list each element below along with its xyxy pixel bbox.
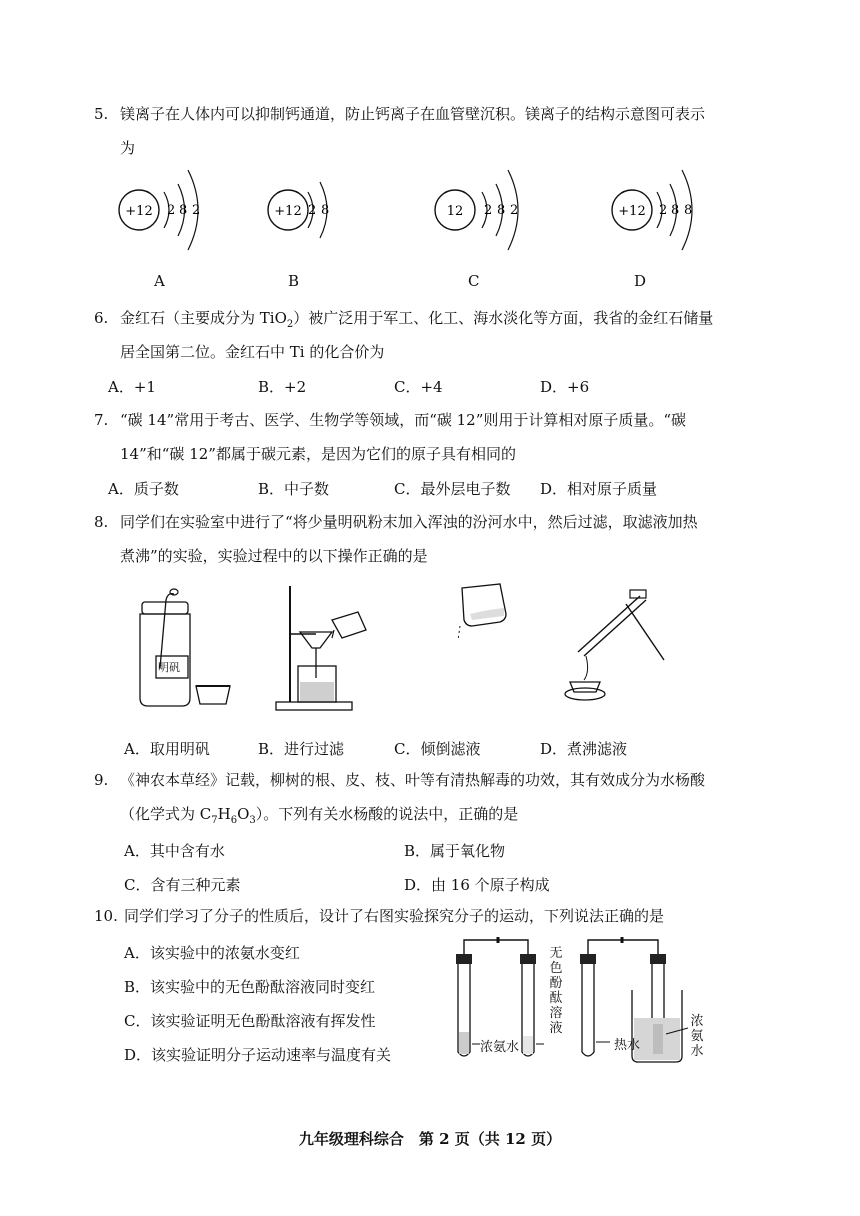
q5-option-b[interactable]: B <box>288 272 300 290</box>
q9-option-c[interactable]: C．含有三种元素 <box>124 876 241 894</box>
q6-text-line1: 金红石（主要成分为 TiO$_2$）被广泛用于军工、化工、海水淡化等方面，我省的金红石储量 <box>120 309 714 330</box>
label-hot-water: 热水 <box>614 1038 641 1053</box>
q10-number: 10. <box>94 907 118 925</box>
q8-option-d[interactable]: D．煮沸滤液 <box>540 740 628 758</box>
option-b-nucleus: +12 <box>274 204 302 219</box>
page-footer: 九年级理科综合 第 2 页（共 12 页） <box>298 1130 562 1148</box>
option-a-shell-2: 8 <box>179 203 188 218</box>
q7-option-b[interactable]: B．中子数 <box>258 480 330 498</box>
pouring-illustration <box>448 580 518 660</box>
option-a-nucleus: +12 <box>125 204 153 219</box>
q5-option-d[interactable]: D <box>634 272 647 290</box>
q7-text-line1: “碳 14”常用于考古、医学、生物学等领域，而“碳 12”则用于计算相对原子质量。“碳 <box>120 411 687 429</box>
q6-text-line2: 居全国第二位。金红石中 Ti 的化合价为 <box>120 343 385 361</box>
q8-option-c[interactable]: C．倾倒滤液 <box>394 740 481 758</box>
q8-number: 8. <box>94 513 109 531</box>
q6-option-a[interactable]: A．+1 <box>108 378 156 396</box>
q10-option-b[interactable]: B．该实验中的无色酚酞溶液同时变红 <box>124 978 376 996</box>
q6-option-d[interactable]: D．+6 <box>540 378 590 396</box>
q9-option-d[interactable]: D．由 16 个原子构成 <box>404 876 550 894</box>
q8-option-b[interactable]: B．进行过滤 <box>258 740 345 758</box>
q10-option-a[interactable]: A．该实验中的浓氨水变红 <box>124 944 300 962</box>
q5-number: 5. <box>94 105 109 123</box>
option-d-shell-3: 8 <box>684 203 693 218</box>
option-b-atom-diagram <box>268 182 329 238</box>
option-d-nucleus: +12 <box>618 204 646 219</box>
q9-number: 9. <box>94 771 109 789</box>
option-a-shell-3: 2 <box>192 203 201 218</box>
q10-text-line1: 同学们学习了分子的性质后，设计了右图实验探究分子的运动，下列说法正确的是 <box>124 907 665 925</box>
q7-option-c[interactable]: C．最外层电子数 <box>394 480 511 498</box>
alum-jar-illustration <box>130 580 240 720</box>
q9-text-line2: （化学式为 $C_7H_6O_3$）。下列有关水杨酸的说法中，正确的是 <box>120 805 519 826</box>
q9-option-a[interactable]: A．其中含有水 <box>124 842 225 860</box>
label-conc-ammonia-right: 浓氨水 <box>690 1014 704 1059</box>
q10-option-d[interactable]: D．该实验证明分子运动速率与温度有关 <box>124 1046 392 1064</box>
option-a-atom-diagram <box>119 170 200 250</box>
q7-option-a[interactable]: A．质子数 <box>108 480 179 498</box>
q8-text-line2: 煮沸”的实验，实验过程中的以下操作正确的是 <box>120 547 428 565</box>
option-c-shell-1: 2 <box>484 203 493 218</box>
q5-option-a[interactable]: A <box>154 272 165 290</box>
option-b-shell-2: 8 <box>321 203 330 218</box>
q5-text-line2: 为 <box>120 139 136 157</box>
option-d-shell-2: 8 <box>671 203 680 218</box>
q6-option-c[interactable]: C．+4 <box>394 378 443 396</box>
boiling-illustration <box>560 582 670 712</box>
label-phenolphthalein: 无色酚酞溶液 <box>549 946 563 1036</box>
option-b-shell-1: 2 <box>308 203 317 218</box>
atomic-structure-diagrams <box>100 160 750 260</box>
option-c-nucleus: 12 <box>446 204 464 219</box>
q9-text-line1: 《神农本草经》记载，柳树的根、皮、枝、叶等有清热解毒的功效，其有效成分为水杨酸 <box>120 771 706 789</box>
option-a-shell-1: 2 <box>167 203 176 218</box>
option-c-atom-diagram <box>435 170 518 250</box>
q5-text-line1: 镁离子在人体内可以抑制钙通道，防止钙离子在血管壁沉积。镁离子的结构示意图可表示 <box>120 105 706 123</box>
option-d-shell-1: 2 <box>659 203 668 218</box>
q9-option-b[interactable]: B．属于氧化物 <box>404 842 506 860</box>
q8-option-a[interactable]: A．取用明矾 <box>124 740 210 758</box>
alum-jar-label: 明矾 <box>158 661 180 674</box>
q5-option-c[interactable]: C <box>468 272 480 290</box>
q8-text-line1: 同学们在实验室中进行了“将少量明矾粉末加入浑浊的汾河水中，然后过滤，取滤液加热 <box>120 513 698 531</box>
q7-text-line2: 14”和“碳 12”都属于碳元素，是因为它们的原子具有相同的 <box>120 445 516 463</box>
option-d-atom-diagram <box>612 170 692 250</box>
label-conc-ammonia-left: 浓氨水 <box>480 1040 520 1055</box>
option-c-shell-2: 8 <box>497 203 506 218</box>
q6-option-b[interactable]: B．+2 <box>258 378 307 396</box>
q7-number: 7. <box>94 411 109 429</box>
q10-option-c[interactable]: C．该实验证明无色酚酞溶液有挥发性 <box>124 1012 376 1030</box>
option-c-shell-3: 2 <box>510 203 519 218</box>
filtration-illustration <box>270 582 380 722</box>
q6-number: 6. <box>94 309 109 327</box>
q7-option-d[interactable]: D．相对原子质量 <box>540 480 658 498</box>
